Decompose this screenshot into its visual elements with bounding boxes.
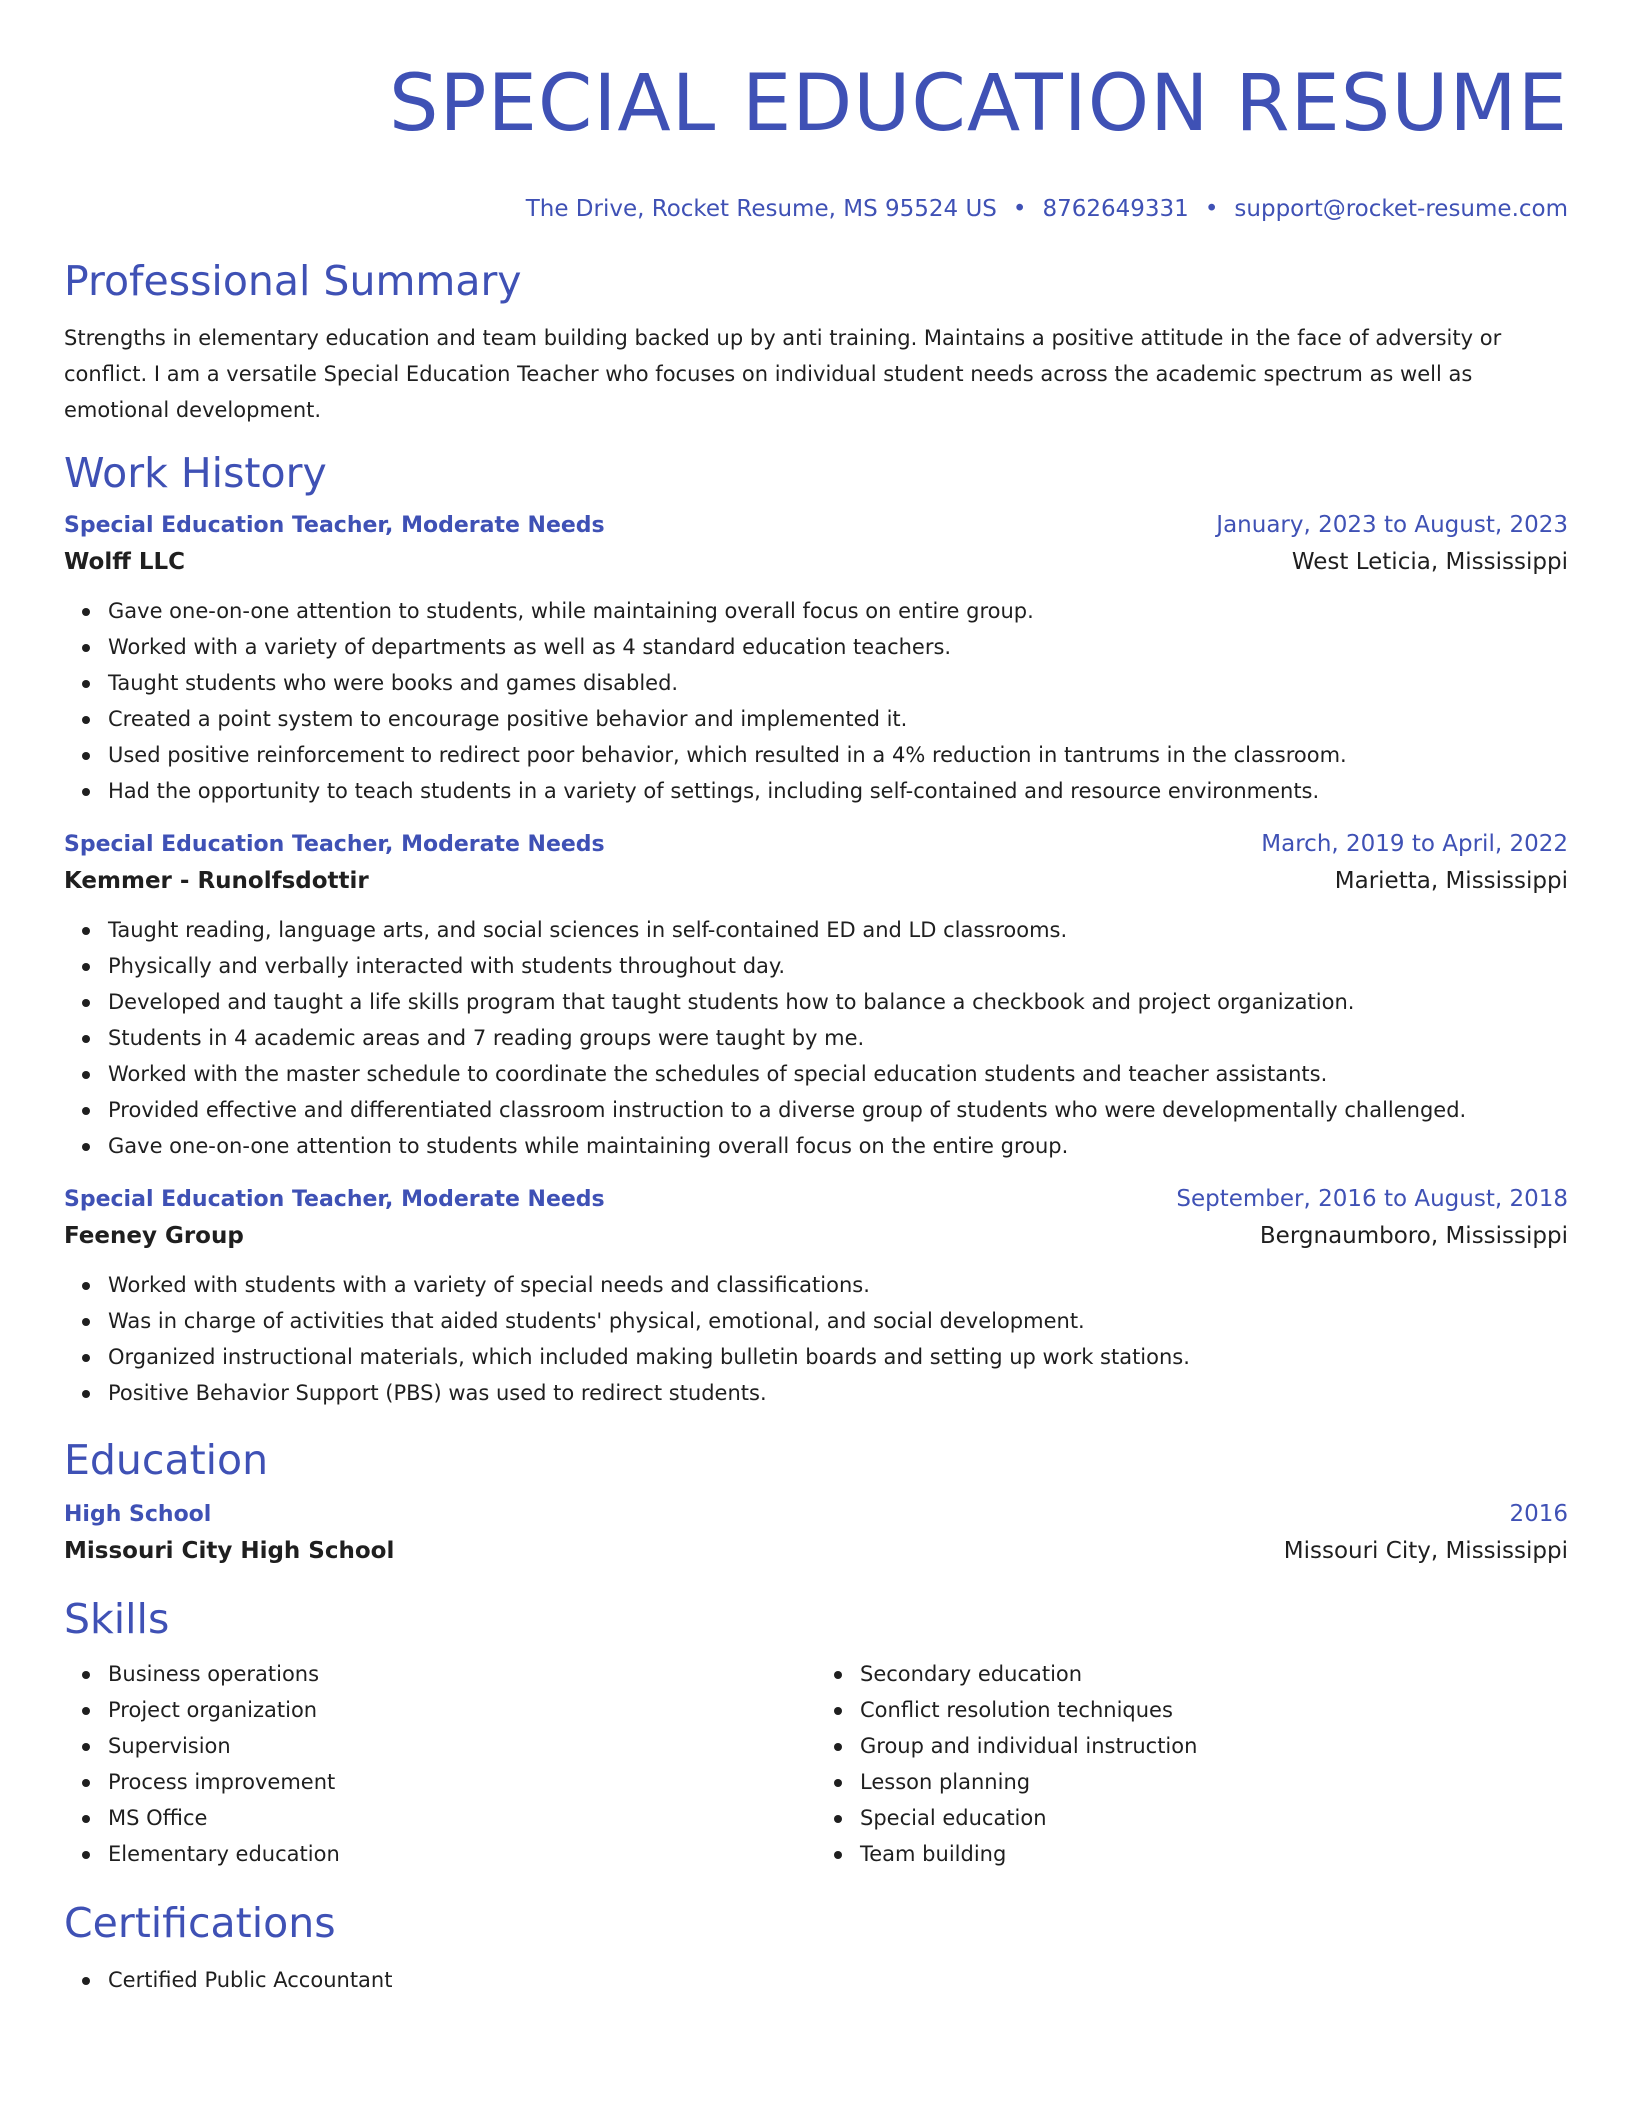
certifications-list (64, 1962, 1568, 1998)
work-history-section (64, 448, 1568, 1411)
job-entry (64, 508, 1568, 809)
skill-item: MS Office (108, 1800, 816, 1836)
education-section (64, 1435, 1568, 1570)
job-location: Marietta, Mississippi (1334, 868, 1568, 894)
job-company: Wolff LLC (64, 549, 186, 575)
skill-item: Supervision (108, 1728, 816, 1764)
list-item: Physically and verbally interacted with students throughout day. (108, 948, 1568, 984)
job-company: Feeney Group (64, 1223, 244, 1249)
education-year: 2016 (1509, 1501, 1568, 1527)
certification-item: Certified Public Accountant (108, 1962, 1568, 1998)
job-dates: September, 2016 to August, 2018 (1176, 1186, 1568, 1212)
list-item: Was in charge of activities that aided students' physical, emotional, and social development. (108, 1303, 1568, 1339)
contact-line (64, 194, 1568, 224)
list-item: Used positive reinforcement to redirect poor behavior, which resulted in a 4% reduction in tantrums in the classroom. (108, 737, 1568, 773)
skill-item: Business operations (108, 1656, 816, 1692)
list-item: Students in 4 academic areas and 7 reading groups were taught by me. (108, 1020, 1568, 1056)
skill-item: Special education (860, 1800, 1568, 1836)
job-dates: January, 2023 to August, 2023 (1216, 512, 1568, 538)
list-item: Taught students who were books and games disabled. (108, 665, 1568, 701)
list-item: Had the opportunity to teach students in a variety of settings, including self-contained and resource environments. (108, 773, 1568, 809)
list-item: Gave one-on-one attention to students while maintaining overall focus on the entire group. (108, 1128, 1568, 1164)
list-item: Worked with the master schedule to coordinate the schedules of special education students and teacher assistants. (108, 1056, 1568, 1092)
job-bullets (64, 1267, 1568, 1411)
job-dates: March, 2019 to April, 2022 (1261, 831, 1568, 857)
skill-item: Group and individual instruction (860, 1728, 1568, 1764)
list-item: Worked with a variety of departments as well as 4 standard education teachers. (108, 629, 1568, 665)
certifications-section (64, 1898, 1568, 1998)
list-item: Taught reading, language arts, and social sciences in self-contained ED and LD classrooms. (108, 912, 1568, 948)
resume-title: SPECIAL EDUCATION RESUME (389, 59, 1568, 149)
section-heading-education: Education (64, 1436, 269, 1484)
education-degree: High School (64, 1502, 212, 1527)
skill-item: Lesson planning (860, 1764, 1568, 1800)
summary-text: Strengths in elementary education and team building backed up by anti training. Maintains a positive attitude in the face of adversity or conflict. I am a versatile Special Education Teacher who focuses on individual student needs across the academic spectrum as well as emotional development. (64, 326, 1502, 422)
skill-item: Process improvement (108, 1764, 816, 1800)
job-entry (64, 1182, 1568, 1411)
job-company: Kemmer - Runolfsdottir (64, 868, 369, 894)
skills-list-left (64, 1656, 816, 1872)
summary-section (64, 256, 1568, 428)
job-role: Special Education Teacher, Moderate Needs (64, 513, 605, 538)
resume-page (64, 0, 1568, 1998)
job-location: Bergnaumboro, Mississippi (1259, 1223, 1568, 1249)
skills-section (64, 1594, 1568, 1872)
skill-item: Elementary education (108, 1836, 816, 1872)
skill-item: Team building (860, 1836, 1568, 1872)
address: The Drive, Rocket Resume, MS 95524 US (525, 196, 997, 222)
skill-item: Secondary education (860, 1656, 1568, 1692)
list-item: Positive Behavior Support (PBS) was used to redirect students. (108, 1375, 1568, 1411)
section-heading-certifications: Certifications (64, 1899, 336, 1947)
education-school: Missouri City High School (64, 1538, 395, 1564)
list-item: Developed and taught a life skills program that taught students how to balance a checkbook and project organization. (108, 984, 1568, 1020)
job-role: Special Education Teacher, Moderate Needs (64, 1187, 605, 1212)
list-item: Created a point system to encourage positive behavior and implemented it. (108, 701, 1568, 737)
separator-dot: • (1204, 196, 1219, 222)
skill-item: Conflict resolution techniques (860, 1692, 1568, 1728)
job-role: Special Education Teacher, Moderate Needs (64, 832, 605, 857)
job-bullets (64, 593, 1568, 809)
email-link[interactable]: support@rocket-resume.com (1234, 196, 1568, 222)
phone: 8762649331 (1042, 196, 1189, 222)
list-item: Organized instructional materials, which included making bulletin boards and setting up work stations. (108, 1339, 1568, 1375)
skills-columns (64, 1656, 1568, 1872)
list-item: Worked with students with a variety of special needs and classifications. (108, 1267, 1568, 1303)
job-location: West Leticia, Mississippi (1291, 549, 1568, 575)
section-heading-skills: Skills (64, 1595, 170, 1643)
section-heading-work-history: Work History (64, 449, 327, 497)
list-item: Provided effective and differentiated classroom instruction to a diverse group of students who were developmentally challenged. (108, 1092, 1568, 1128)
list-item: Gave one-on-one attention to students, while maintaining overall focus on entire group. (108, 593, 1568, 629)
job-entry (64, 827, 1568, 1164)
section-heading-summary: Professional Summary (64, 257, 522, 305)
skill-item: Project organization (108, 1692, 816, 1728)
skills-list-right (816, 1656, 1568, 1872)
job-bullets (64, 912, 1568, 1164)
separator-dot: • (1012, 196, 1027, 222)
education-location: Missouri City, Mississippi (1283, 1538, 1568, 1564)
